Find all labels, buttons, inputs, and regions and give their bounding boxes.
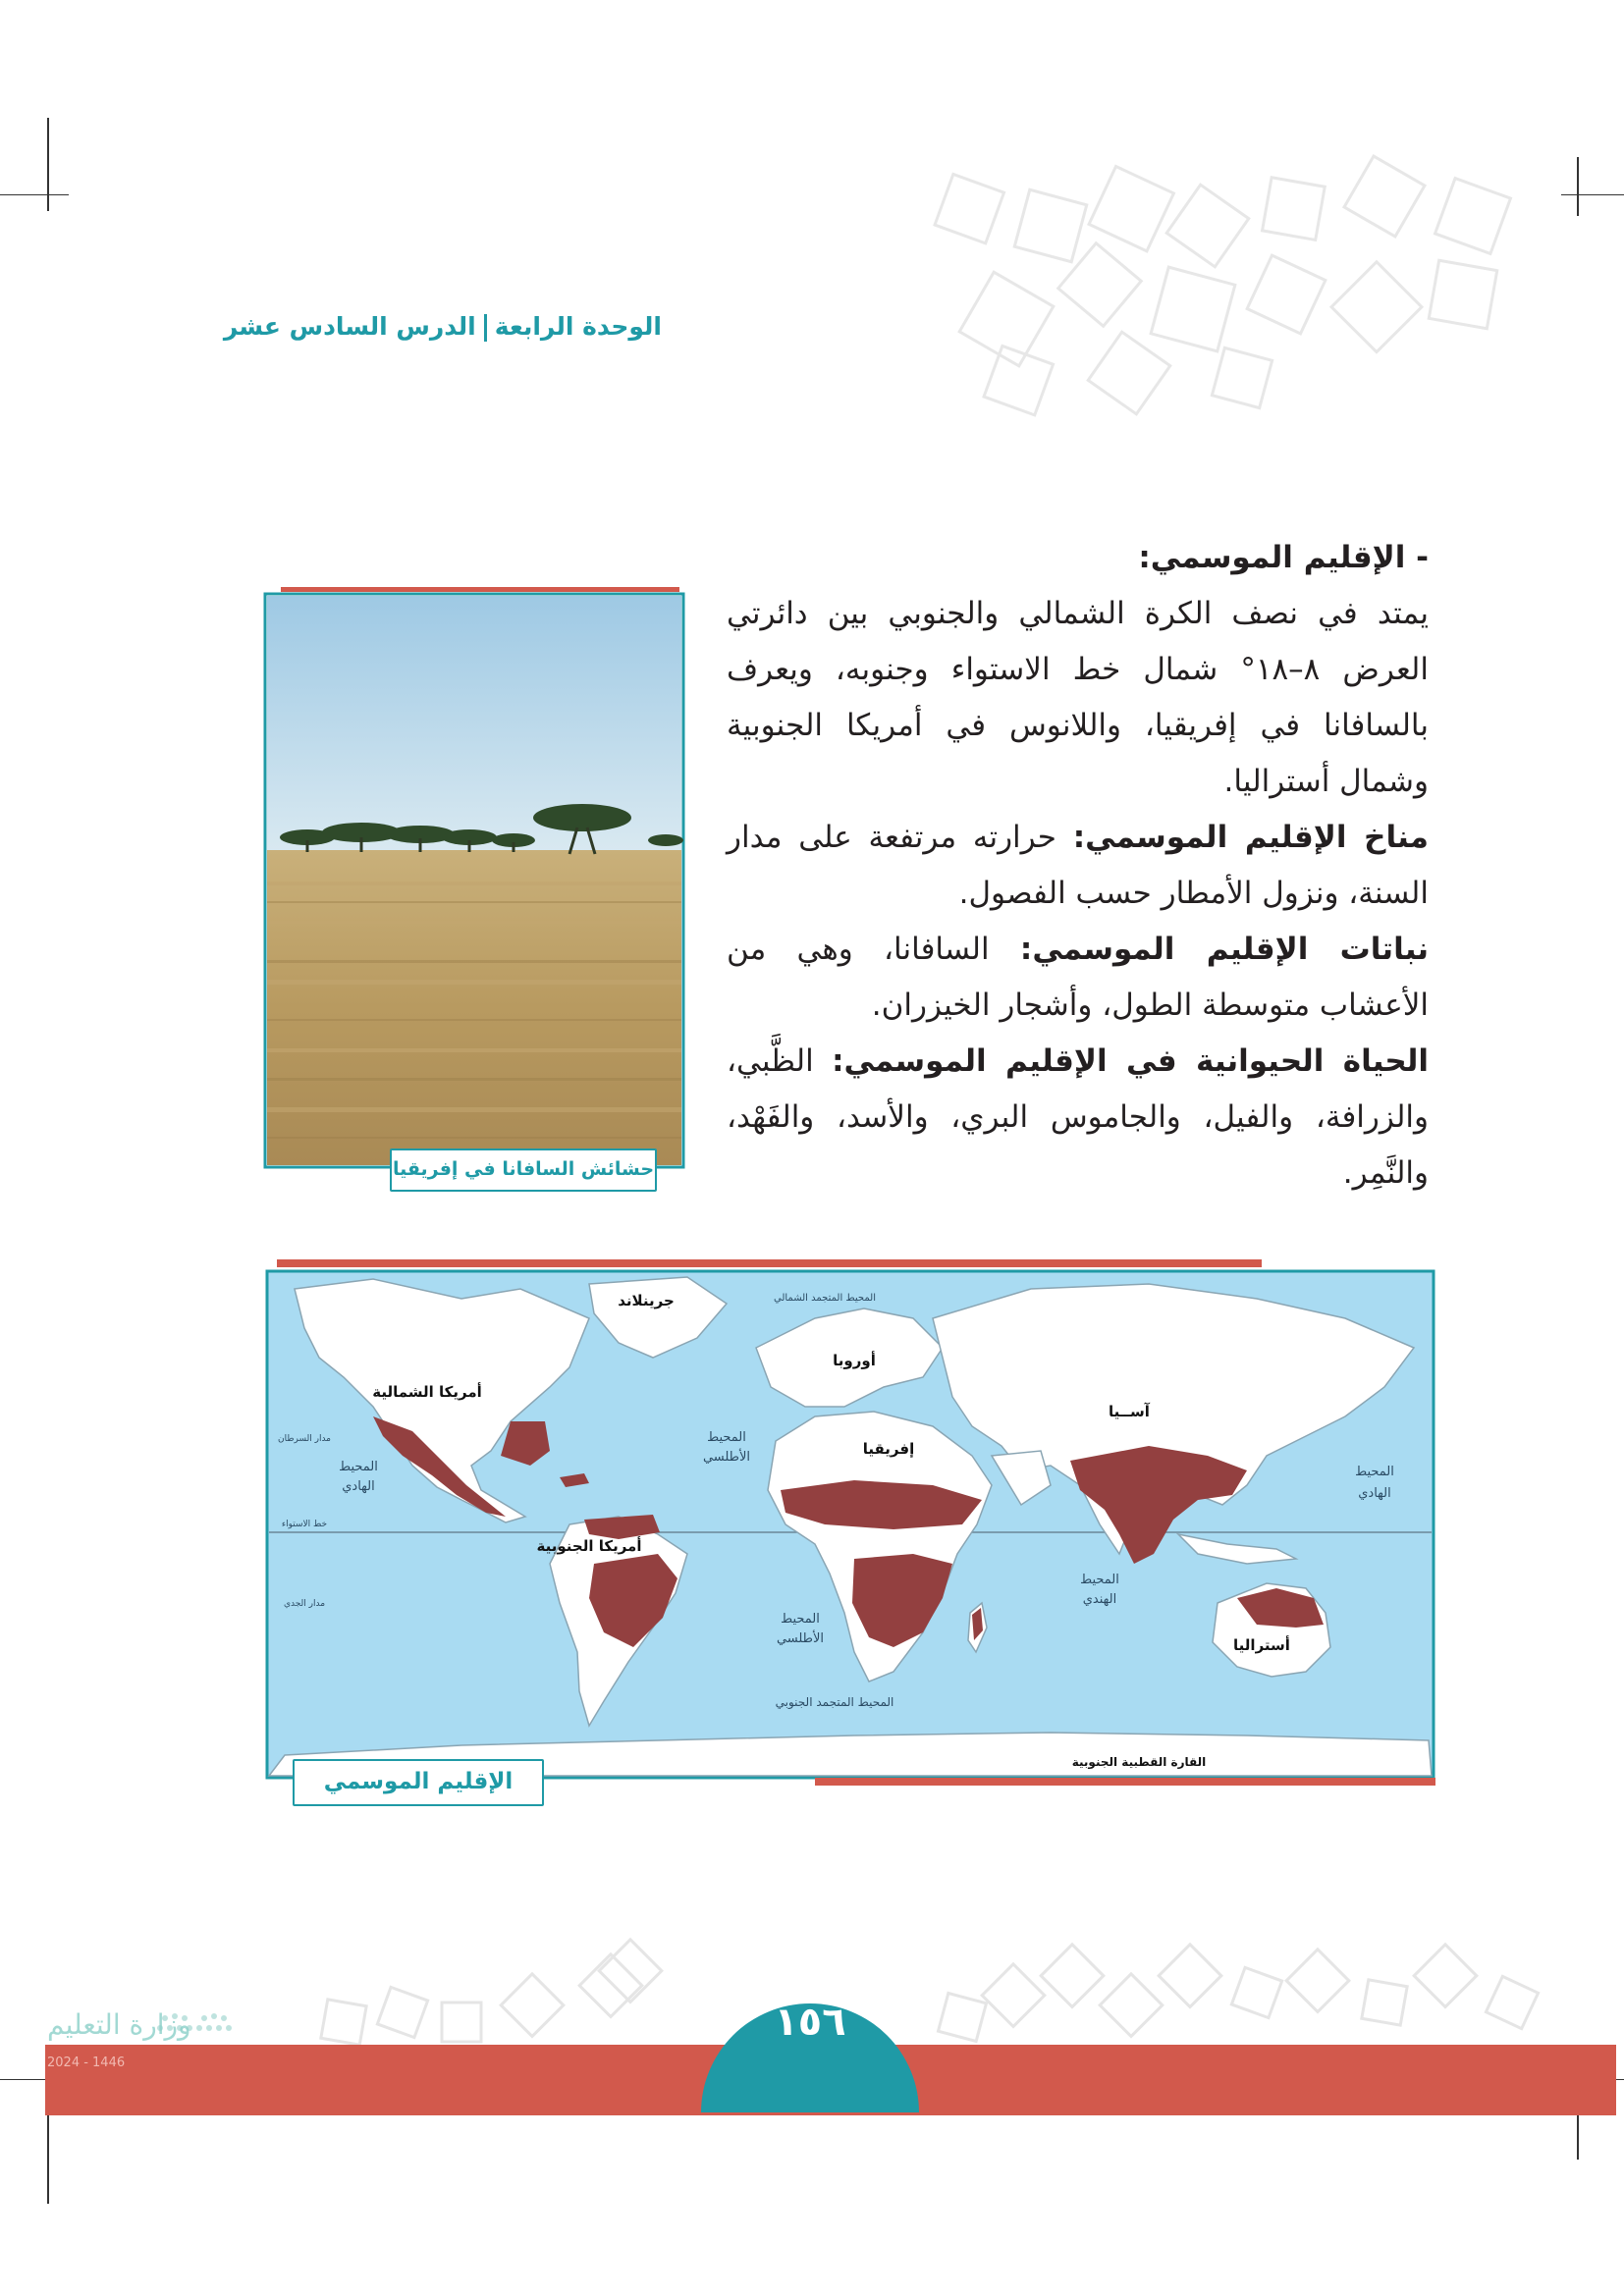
label-atlantic-south-2: الأطلسي	[776, 1631, 825, 1646]
label-tropic-cancer: مدار السرطان	[277, 1434, 332, 1444]
label-asia: آســيا	[1109, 1403, 1150, 1420]
monsoon-world-map	[265, 1259, 1435, 1789]
intro-paragraph: يمتد في نصف الكرة الشمالي والجنوبي بين دائرتي العرض ٨–١٨° شمال خط الاستواء وجنوبه، ويعرف بالسافانا في إفريقيا، واللانوس في أمريكا الجنوبية وشمال أستراليا.	[727, 596, 1429, 799]
label-atlantic-north-2: الأطلسي	[702, 1450, 751, 1465]
label-indian-ocean-2: الهندي	[1082, 1592, 1117, 1607]
lesson-text	[727, 530, 1429, 1201]
label-southern-ocean: المحيط المتجمد الجنوبي	[775, 1695, 894, 1709]
label-equator: خط الاستواء	[281, 1520, 328, 1529]
label-greenland: جرينلاند	[618, 1292, 675, 1309]
label-pacific-west-1: المحيط	[339, 1460, 378, 1474]
label-south-america: أمريكا الجنوبية	[536, 1537, 642, 1555]
map-caption: الإقليم الموسمي	[293, 1759, 544, 1806]
label-pacific-east-1: المحيط	[1355, 1465, 1394, 1479]
label-indian-ocean-1: المحيط	[1080, 1573, 1119, 1587]
section-heading: - الإقليم الموسمي:	[1138, 540, 1429, 575]
label-atlantic-north-1: المحيط	[707, 1430, 746, 1445]
ministry-name: وزارة التعليم	[47, 2008, 191, 2041]
page-number: ١٥٦	[774, 2000, 846, 2045]
climate-text: حرارته مرتفعة على مدار السنة، ونزول الأمطار حسب الفصول.	[727, 820, 1429, 911]
lesson-title: الدرس السادس عشر	[223, 312, 476, 341]
label-europe: أوروبا	[833, 1352, 876, 1369]
wildlife-label: الحياة الحيوانية في الإقليم الموسمي:	[832, 1043, 1430, 1079]
label-arctic-ocean: المحيط المتجمد الشمالي	[774, 1293, 876, 1304]
label-pacific-west-2: الهادي	[342, 1479, 375, 1494]
label-antarctica: القارة القطبية الجنوبية	[1071, 1755, 1207, 1769]
label-africa: إفريقيا	[862, 1440, 915, 1458]
plants-label: نباتات الإقليم الموسمي:	[1019, 932, 1429, 967]
savanna-photo	[263, 587, 685, 1169]
unit-title: الوحدة الرابعة	[494, 312, 662, 341]
header-breadcrumb	[224, 312, 662, 342]
label-atlantic-south-1: المحيط	[781, 1612, 820, 1627]
header-separator	[484, 314, 487, 342]
climate-label: مناخ الإقليم الموسمي:	[1072, 820, 1429, 855]
wildlife-text: الظَّبي، والزرافة، والفيل، والجاموس البري، والأسد، والفَهْد، والنَّمِر.	[727, 1043, 1429, 1191]
climate-paragraph	[727, 810, 1429, 922]
wildlife-paragraph	[727, 1034, 1429, 1201]
label-tropic-capricorn: مدار الجدي	[283, 1599, 326, 1609]
label-australia: أستراليا	[1233, 1636, 1290, 1654]
photo-caption: حشائش السافانا في إفريقيا	[390, 1148, 657, 1192]
plants-text: السافانا، وهي من الأعشاب متوسطة الطول، وأشجار الخيزران.	[727, 932, 1429, 1023]
ministry-year: 2024 - 1446	[47, 2056, 126, 2070]
label-pacific-east-2: الهادي	[1358, 1486, 1391, 1501]
label-north-america: أمريكا الشمالية	[372, 1383, 482, 1401]
plants-paragraph	[727, 922, 1429, 1034]
